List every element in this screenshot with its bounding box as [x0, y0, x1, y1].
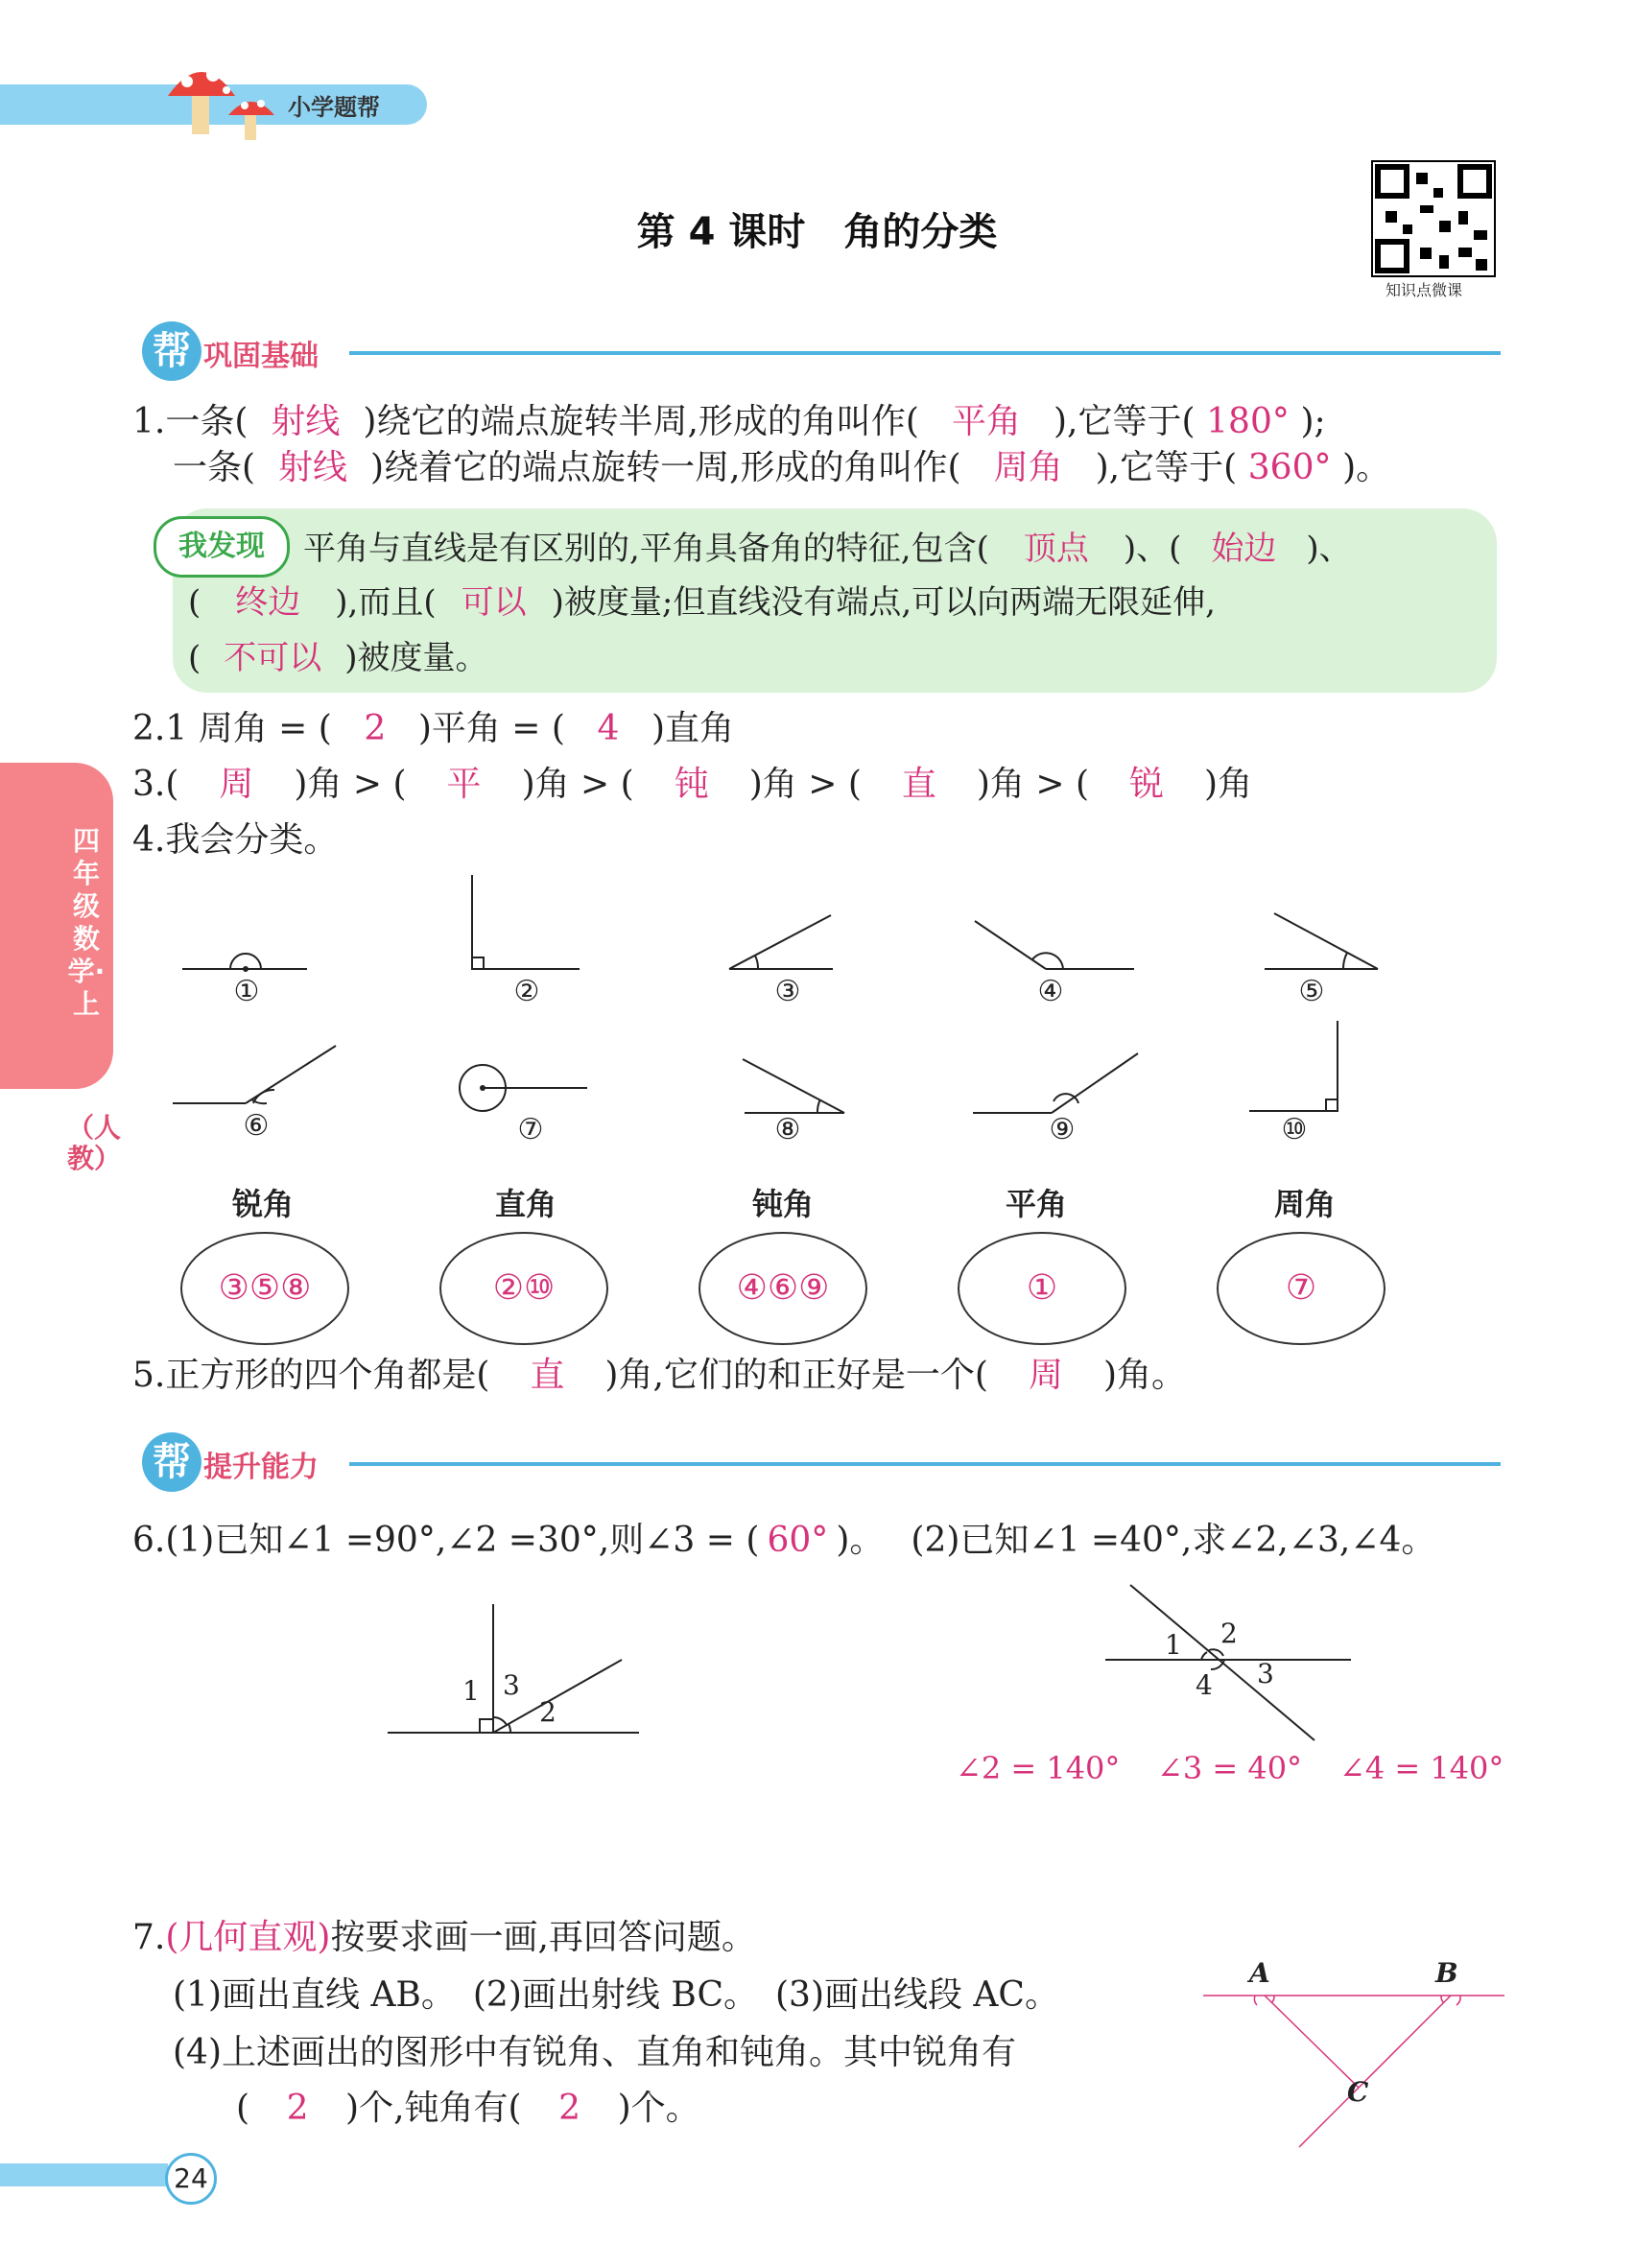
- category-ellipse: ③⑤⑧: [180, 1232, 349, 1345]
- page-title: 第 4 课时 角的分类: [636, 210, 998, 254]
- q6-answer: ∠3 = 40°: [1157, 1750, 1303, 1786]
- section-divider: [349, 351, 1501, 355]
- side-tab-text: 四年级数学·上: [67, 825, 106, 1020]
- footer-bar: [0, 2163, 168, 2186]
- angle-label: 2: [539, 1696, 557, 1728]
- angle-label: 3: [1257, 1658, 1274, 1689]
- category-ellipse: ②⑩: [439, 1232, 608, 1345]
- question-1-line-1: 1.一条( 射线 )绕它的端点旋转半周,形成的角叫作( 平角 ),它等于( 180° );: [132, 402, 1326, 441]
- angle-label: 1: [1165, 1629, 1182, 1661]
- page-number: 24: [165, 2153, 217, 2205]
- category-label: 锐角: [231, 1186, 294, 1222]
- discover-badge: 我发现: [154, 516, 290, 578]
- category-label: 直角: [494, 1186, 557, 1222]
- category-label: 钝角: [751, 1186, 814, 1222]
- angle-label: 1: [462, 1675, 480, 1707]
- section-badge: 帮: [142, 321, 201, 381]
- angle-label: 2: [1220, 1618, 1238, 1649]
- question-7: 7.(几何直观)按要求画一画,再回答问题。: [132, 1918, 756, 1957]
- figure-label: ④: [1037, 975, 1064, 1008]
- category-ellipse: ①: [958, 1232, 1126, 1345]
- figure-label: ⑨: [1049, 1113, 1076, 1146]
- question-2: 2.1 周角 = ( 2 )平角 = ( 4 )直角: [132, 709, 735, 748]
- category-label: 周角: [1273, 1186, 1336, 1222]
- category-ellipse: ④⑥⑨: [699, 1232, 867, 1345]
- point-label-b: B: [1435, 1957, 1458, 1989]
- figure-label: ⑤: [1298, 975, 1325, 1008]
- question-7-line-3: (4)上述画出的图形中有锐角、直角和钝角。其中锐角有: [173, 2033, 1016, 2072]
- question-7-line-2: (1)画出直线 AB。 (2)画出射线 BC。 (3)画出线段 AC。: [173, 1975, 1059, 2015]
- angle-label: 4: [1196, 1669, 1213, 1701]
- discover-line-3: ( 不可以 )被度量。: [188, 639, 488, 677]
- question-6: 6.(1)已知∠1 =90°,∠2 =30°,则∠3 = ( 60° )。 (2)已知∠1 =40°,求∠2,∠3,∠4。: [132, 1521, 1436, 1560]
- qr-caption: 知识点微课: [1385, 281, 1463, 299]
- section-badge: 帮: [142, 1432, 201, 1492]
- category-ellipse: ⑦: [1217, 1232, 1385, 1345]
- brand-name: 小学题帮: [288, 94, 380, 121]
- angle-label: 3: [503, 1669, 520, 1701]
- question-1-line-2: 一条( 射线 )绕着它的端点旋转一周,形成的角叫作( 周角 ),它等于( 360° )。: [173, 448, 1391, 487]
- figure-label: ①: [233, 975, 260, 1008]
- question-7-line-4: ( 2 )个,钝角有( 2 )个。: [236, 2089, 700, 2128]
- question-5: 5.正方形的四个角都是( 直 )角,它们的和正好是一个( 周 )角。: [132, 1356, 1186, 1395]
- figure-label: ⑧: [774, 1113, 801, 1146]
- figure-label: ⑥: [243, 1109, 270, 1143]
- question-3: 3.( 周 )角 > ( 平 )角 > ( 钝 )角 > ( 直 )角 > ( 锐 )角: [132, 765, 1253, 804]
- mushroom-logo-icon: [168, 68, 274, 140]
- category-label: 平角: [1005, 1186, 1067, 1222]
- section-title-advanced: 提升能力: [203, 1451, 319, 1484]
- point-label-a: A: [1249, 1957, 1270, 1989]
- q6-answer: ∠2 = 140°: [956, 1750, 1121, 1786]
- figure-label: ⑩: [1281, 1113, 1308, 1146]
- discover-line-1: 平角与直线是有区别的,平角具备角的特征,包含( 顶点 )、( 始边 )、: [303, 530, 1352, 568]
- side-tab-sub: （人教）: [67, 1112, 122, 1174]
- point-label-c: C: [1347, 2076, 1369, 2108]
- figure-label: ⑦: [517, 1113, 544, 1146]
- figure-label: ②: [513, 975, 540, 1008]
- discover-line-2: ( 终边 ),而且( 可以 )被度量;但直线没有端点,可以向两端无限延伸,: [188, 583, 1216, 622]
- figure-label: ③: [774, 975, 801, 1008]
- q6-answer: ∠4 = 140°: [1339, 1750, 1504, 1786]
- question-4: 4.我会分类。: [132, 820, 339, 860]
- section-divider: [349, 1462, 1501, 1466]
- section-title-basic: 巩固基础: [203, 340, 319, 373]
